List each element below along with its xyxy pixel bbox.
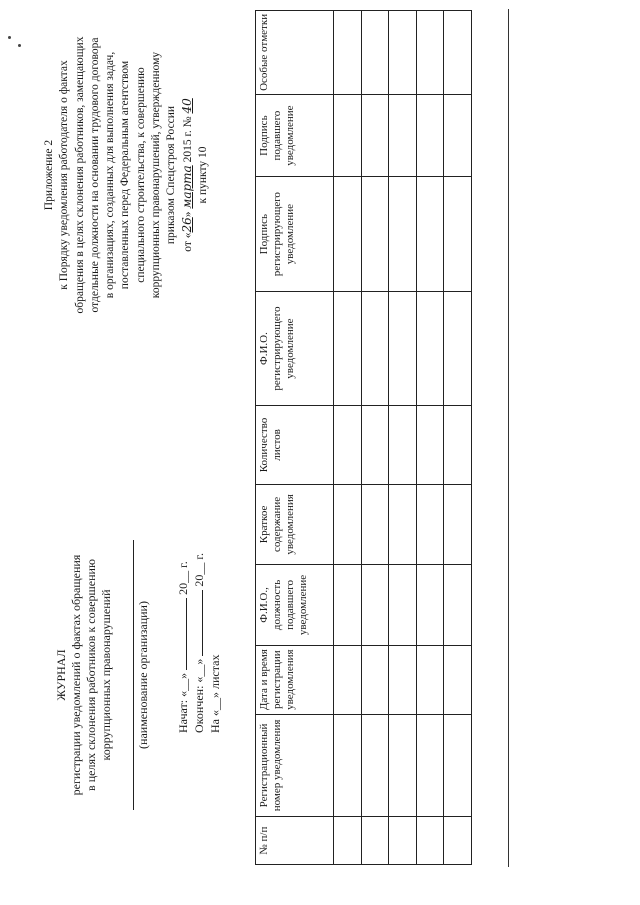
appendix-line: поставленных перед Федеральным агентством — [119, 60, 132, 290]
scan-speck — [18, 44, 21, 47]
column-header: Количество листов — [256, 406, 334, 484]
table-cell — [416, 484, 444, 565]
table-row — [416, 11, 444, 865]
scan-speck — [8, 36, 11, 39]
table-cell — [334, 177, 362, 291]
organization-caption: (наименование организации) — [136, 601, 150, 749]
table-cell — [334, 484, 362, 565]
table-cell — [444, 94, 472, 177]
table-cell — [444, 484, 472, 565]
table-cell — [334, 817, 362, 865]
appendix-block — [42, 5, 211, 345]
table-cell — [416, 94, 444, 177]
table-cell — [389, 565, 417, 646]
table-cell — [416, 291, 444, 405]
table-cell — [361, 484, 389, 565]
column-header: Краткое содержание уведомления — [256, 484, 334, 565]
table-cell — [444, 645, 472, 714]
table-cell — [389, 291, 417, 405]
table-cell — [444, 177, 472, 291]
registration-journal-table — [255, 10, 472, 865]
table-cell — [334, 645, 362, 714]
journal-title: ЖУРНАЛ — [54, 649, 68, 701]
column-header: № п/п — [256, 817, 334, 865]
table-cell — [361, 94, 389, 177]
table-cell — [334, 291, 362, 405]
appendix-line: отдельные должности на основании трудового договора — [88, 37, 101, 313]
organization-name-line — [133, 540, 134, 810]
table-cell — [361, 177, 389, 291]
table-cell — [361, 714, 389, 817]
order-date-line: от «26» марта 2015 г. № 40 — [179, 98, 194, 252]
table-cell — [389, 11, 417, 95]
appendix-clause: к пункту 10 — [196, 146, 209, 204]
column-header: Особые отметки — [256, 11, 334, 95]
journal-title-block — [54, 515, 114, 835]
journal-subtitle-line: коррупционных правонарушений — [99, 589, 113, 761]
blank-line — [191, 590, 203, 656]
table-header-row — [256, 11, 334, 865]
appendix-line: обращения в целях склонения работников, замещающих — [73, 36, 86, 314]
table-cell — [361, 565, 389, 646]
table-cell — [389, 484, 417, 565]
table-cell — [444, 291, 472, 405]
table-cell — [389, 177, 417, 291]
appendix-line: приказом Спецстроя России — [165, 105, 178, 245]
table-cell — [416, 645, 444, 714]
table-row — [361, 11, 389, 865]
table-cell — [389, 406, 417, 484]
table-row — [334, 11, 362, 865]
table-cell — [361, 817, 389, 865]
journal-dates — [175, 553, 223, 733]
appendix-line: в организациях, созданных для выполнения задач, — [104, 51, 117, 299]
table-cell — [361, 645, 389, 714]
finished-row: Окончен: «__» 20__ г. — [192, 552, 206, 733]
column-header: Дата и время регистрации уведомления — [256, 645, 334, 714]
appendix-line: специального строительства, к совершению — [134, 67, 147, 283]
column-header: Ф.И.О., должность подавшего уведомление — [256, 565, 334, 646]
table-cell — [334, 714, 362, 817]
table-cell — [444, 714, 472, 817]
table-cell — [334, 11, 362, 95]
handwritten-order-number: 40 — [179, 98, 194, 114]
table-cell — [361, 11, 389, 95]
table-cell — [416, 714, 444, 817]
journal-subtitle-line: в целях склонения работников к совершению — [84, 559, 98, 791]
column-header: Регистрационный номер уведомления — [256, 714, 334, 817]
table-cell — [361, 406, 389, 484]
appendix-line: к Порядку уведомления работодателя о фактах — [58, 60, 71, 290]
sheets-row: На «__» листах — [208, 654, 222, 733]
journal-subtitle-line: регистрации уведомлений о фактах обращения — [69, 554, 83, 796]
table-cell — [389, 645, 417, 714]
table-cell — [444, 406, 472, 484]
table-cell — [416, 817, 444, 865]
table-cell — [444, 817, 472, 865]
table-row — [444, 11, 472, 865]
table-cell — [389, 714, 417, 817]
table-cell — [416, 406, 444, 484]
table-cell — [389, 94, 417, 177]
table-row — [389, 11, 417, 865]
handwritten-day: 26 — [179, 217, 194, 233]
column-header: Подпись подавшего уведомление — [256, 94, 334, 177]
table-cell — [334, 565, 362, 646]
column-header: Ф.И.О. регистрирующего уведомление — [256, 291, 334, 405]
table-cell — [416, 565, 444, 646]
appendix-line: коррупционных правонарушений, утвержденному — [150, 51, 163, 299]
table-body — [334, 11, 472, 865]
table-cell — [389, 817, 417, 865]
table-cell — [416, 11, 444, 95]
table-cell — [334, 94, 362, 177]
table-cell — [361, 291, 389, 405]
started-row: Начат: «__» 20__ г. — [176, 561, 190, 733]
table-cell — [416, 177, 444, 291]
table-cell — [444, 565, 472, 646]
column-header: Подпись регистрирующего уведомление — [256, 177, 334, 291]
handwritten-month: марта — [179, 165, 194, 209]
appendix-title: Приложение 2 — [43, 139, 55, 211]
blank-line — [175, 598, 187, 670]
table-cell — [444, 11, 472, 95]
bottom-rule — [508, 9, 509, 867]
table-cell — [334, 406, 362, 484]
